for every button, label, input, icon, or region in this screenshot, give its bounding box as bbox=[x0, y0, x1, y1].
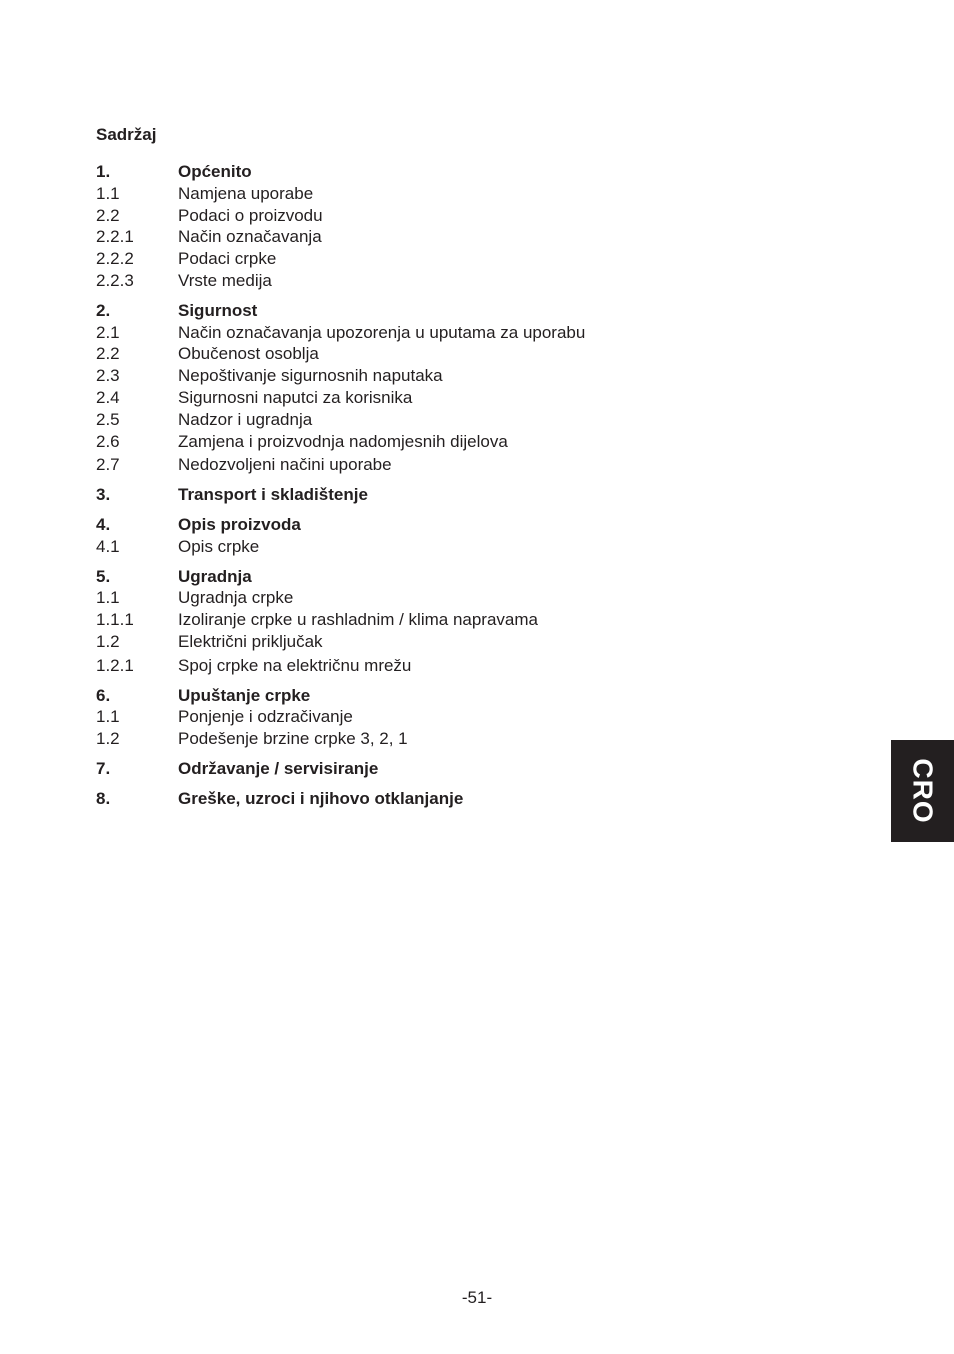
toc-number: 1.2 bbox=[96, 631, 120, 651]
toc-number: 1. bbox=[96, 162, 111, 181]
toc-number: 2.2.1 bbox=[96, 227, 134, 247]
toc-number: 5. bbox=[96, 566, 111, 586]
toc-section-2 bbox=[96, 300, 816, 322]
toc-number: 1.2.1 bbox=[96, 655, 134, 675]
toc-item bbox=[96, 454, 816, 476]
toc-title: Općenito bbox=[178, 162, 252, 181]
toc-item bbox=[96, 609, 816, 631]
page-number: -51- bbox=[461, 1288, 493, 1307]
page-title: Sadržaj bbox=[96, 125, 157, 144]
toc-number: 2.2 bbox=[96, 344, 120, 364]
toc-item bbox=[96, 183, 816, 205]
toc-item bbox=[96, 536, 816, 558]
toc-number: 2.4 bbox=[96, 387, 120, 407]
toc-item bbox=[96, 226, 816, 248]
toc-number: 2.6 bbox=[96, 431, 120, 451]
toc-title: Opis proizvoda bbox=[178, 514, 301, 534]
language-tab bbox=[891, 740, 954, 842]
toc-number: 2.5 bbox=[96, 409, 120, 429]
toc-number: 4. bbox=[96, 514, 111, 534]
toc-number: 7. bbox=[96, 758, 111, 778]
toc-section-6 bbox=[96, 685, 816, 707]
toc-item bbox=[96, 365, 816, 387]
language-tab-label: CRO bbox=[907, 758, 939, 824]
toc-title: Zamjena i proizvodnja nadomjesnih dijelova bbox=[178, 431, 508, 451]
toc-item bbox=[96, 655, 816, 677]
toc-item bbox=[96, 728, 816, 750]
toc-title: Održavanje / servisiranje bbox=[178, 758, 379, 778]
toc-title: Ponjenje i odzračivanje bbox=[178, 707, 353, 727]
toc-title: Nedozvoljeni načini uporabe bbox=[178, 455, 392, 475]
toc-number: 1.1.1 bbox=[96, 610, 134, 630]
toc-title: Električni priključak bbox=[178, 631, 323, 651]
toc-title: Transport i skladištenje bbox=[178, 485, 368, 505]
toc-title: Podaci o proizvodu bbox=[178, 205, 323, 225]
toc-number: 6. bbox=[96, 685, 111, 705]
toc-title: Nadzor i ugradnja bbox=[178, 409, 313, 429]
toc-number: 4.1 bbox=[96, 536, 120, 556]
toc-title: Ugradnja bbox=[178, 566, 252, 586]
toc-title: Podaci crpke bbox=[178, 249, 277, 269]
toc-section-1 bbox=[96, 161, 816, 183]
toc-title: Izoliranje crpke u rashladnim / klima napravama bbox=[178, 610, 538, 630]
toc-title: Upuštanje crpke bbox=[178, 685, 311, 705]
toc-number: 2.2.2 bbox=[96, 249, 134, 269]
toc-title: Nepoštivanje sigurnosnih naputaka bbox=[178, 366, 443, 386]
toc-item bbox=[96, 205, 816, 227]
toc-title: Način označavanja bbox=[178, 227, 322, 247]
table-of-contents bbox=[96, 161, 816, 810]
toc-title: Greške, uzroci i njihovo otklanjanje bbox=[178, 788, 464, 808]
toc-number: 2. bbox=[96, 300, 111, 320]
toc-number: 8. bbox=[96, 788, 111, 808]
toc-title: Obučenost osoblja bbox=[178, 344, 319, 364]
toc-number: 1.1 bbox=[96, 707, 120, 727]
toc-number: 1.1 bbox=[96, 588, 120, 608]
toc-title: Spoj crpke na električnu mrežu bbox=[178, 655, 412, 675]
toc-title: Vrste medija bbox=[178, 270, 272, 290]
toc-item bbox=[96, 270, 816, 292]
toc-section-3 bbox=[96, 484, 816, 506]
toc-number: 2.7 bbox=[96, 455, 120, 475]
toc-item bbox=[96, 409, 816, 431]
toc-item bbox=[96, 706, 816, 728]
toc-title: Opis crpke bbox=[178, 536, 260, 556]
toc-number: 2.3 bbox=[96, 366, 120, 386]
toc-item bbox=[96, 631, 816, 653]
toc-section-7 bbox=[96, 758, 816, 780]
toc-item bbox=[96, 431, 816, 453]
toc-title: Sigurnost bbox=[178, 300, 258, 320]
toc-number: 2.2 bbox=[96, 205, 120, 225]
toc-item bbox=[96, 322, 816, 344]
toc-number: 2.1 bbox=[96, 322, 120, 342]
toc-number: 2.2.3 bbox=[96, 270, 134, 290]
toc-number: 1.1 bbox=[96, 183, 120, 203]
toc-title: Način označavanja upozorenja u uputama za uporabu bbox=[178, 322, 586, 342]
toc-title: Sigurnosni naputci za korisnika bbox=[178, 387, 413, 407]
toc-section-4 bbox=[96, 514, 816, 536]
toc-item bbox=[96, 343, 816, 365]
toc-item bbox=[96, 387, 816, 409]
toc-item bbox=[96, 248, 816, 270]
toc-title: Namjena uporabe bbox=[178, 183, 314, 203]
toc-item bbox=[96, 587, 816, 609]
toc-number: 3. bbox=[96, 485, 111, 505]
toc-section-8 bbox=[96, 788, 816, 810]
toc-number: 1.2 bbox=[96, 729, 120, 749]
toc-section-5 bbox=[96, 566, 816, 588]
toc-title: Ugradnja crpke bbox=[178, 588, 294, 608]
toc-title: Podešenje brzine crpke 3, 2, 1 bbox=[178, 729, 408, 749]
